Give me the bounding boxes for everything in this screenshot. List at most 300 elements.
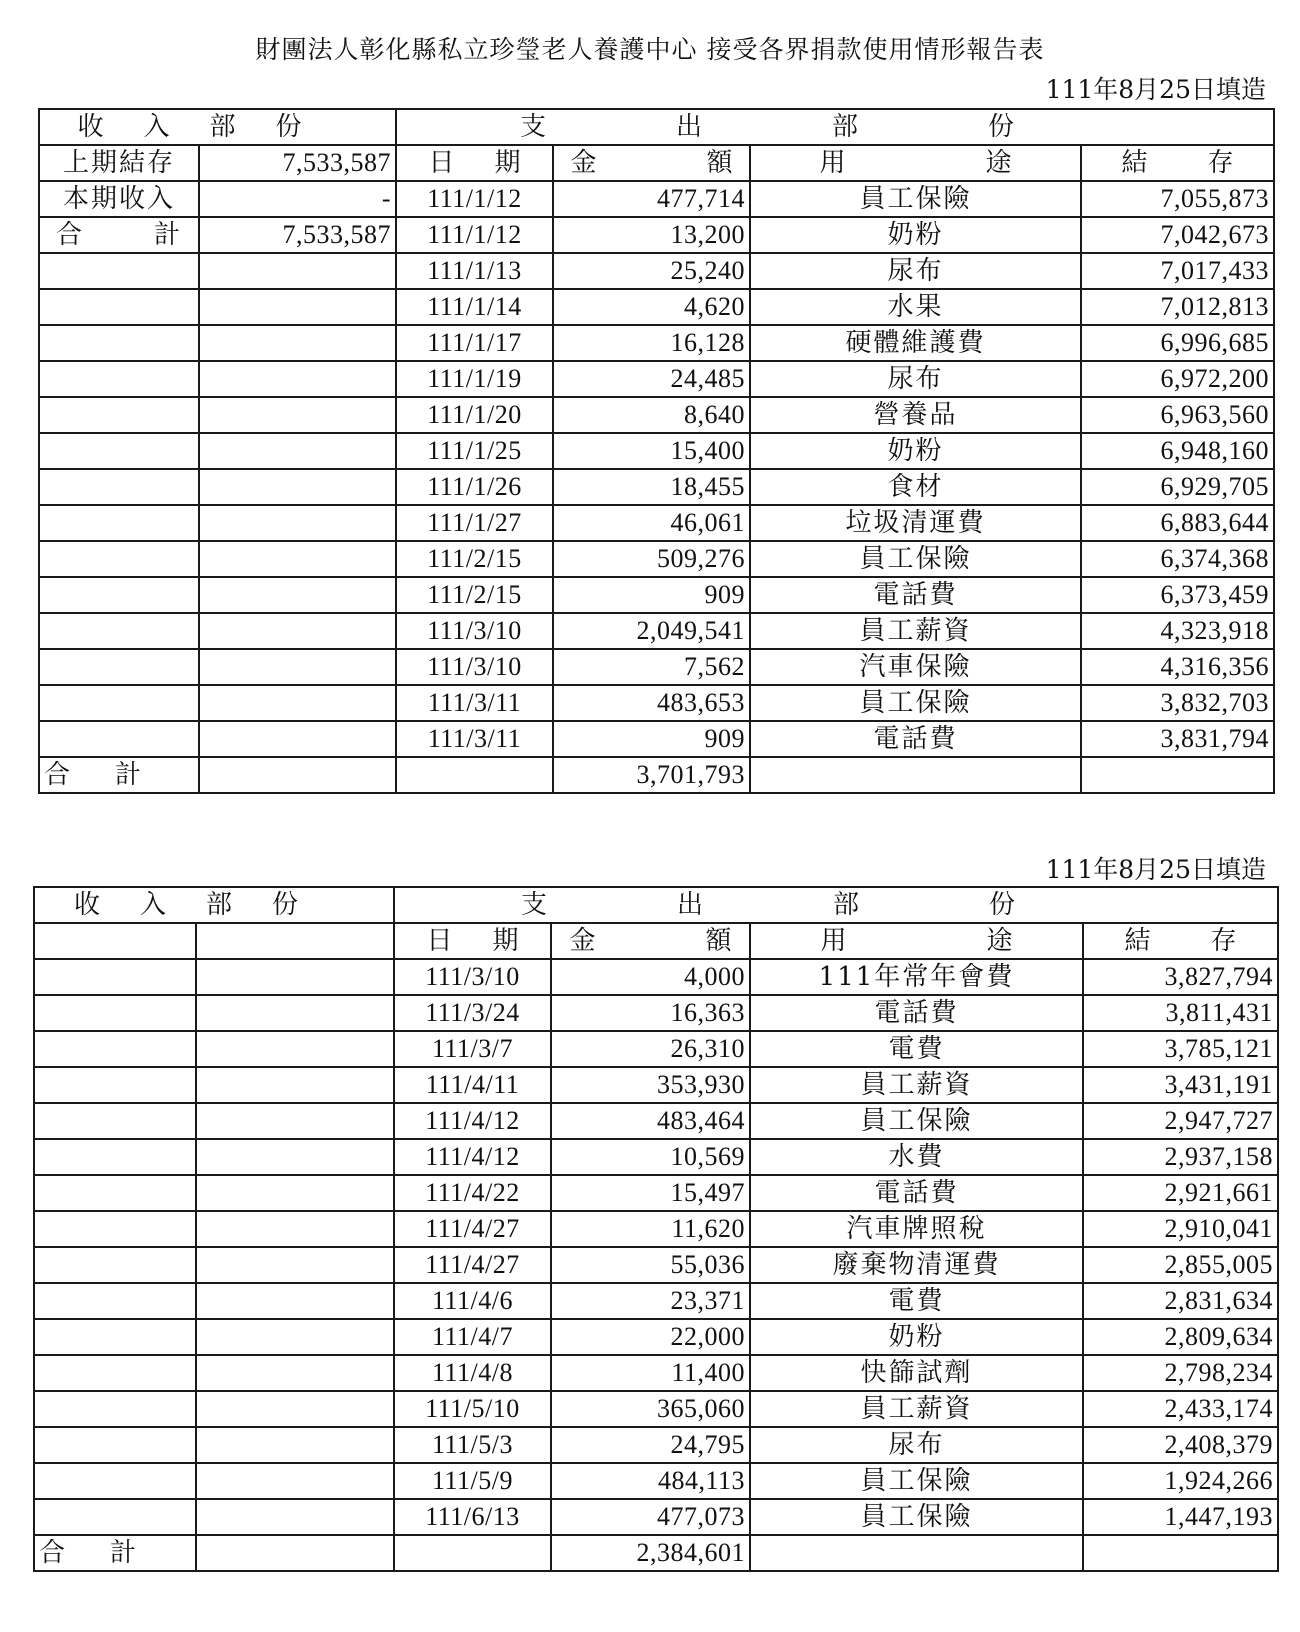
expense-date: 111/4/7	[394, 1319, 551, 1355]
expense-amount: 509,276	[553, 541, 750, 577]
expense-row	[39, 505, 1274, 541]
expense-row	[39, 397, 1274, 433]
expense-balance: 1,924,266	[1083, 1463, 1278, 1499]
expense-balance: 1,447,193	[1083, 1499, 1278, 1535]
empty-cell	[199, 757, 396, 793]
empty-cell	[394, 1535, 551, 1571]
income-value: 7,533,587	[199, 217, 396, 253]
expense-balance: 2,408,379	[1083, 1427, 1278, 1463]
amount-column-header	[553, 145, 750, 181]
expense-date: 111/1/14	[396, 289, 553, 325]
expense-amount: 11,620	[551, 1211, 750, 1247]
empty-income-value	[199, 397, 396, 433]
empty-income-value	[196, 1103, 394, 1139]
date-column-header-char: 日	[426, 926, 453, 956]
section-header-row	[39, 109, 1274, 145]
expense-amount: 4,620	[553, 289, 750, 325]
expense-date: 111/5/3	[394, 1427, 551, 1463]
expense-date: 111/3/10	[396, 613, 553, 649]
empty-income-label	[34, 923, 196, 959]
expense-balance: 7,012,813	[1081, 289, 1274, 325]
empty-income-label	[34, 1283, 196, 1319]
total-amount: 2,384,601	[551, 1535, 750, 1571]
empty-income-value	[196, 1463, 394, 1499]
balance-column-header-char: 存	[1207, 148, 1234, 178]
empty-cell	[196, 1535, 394, 1571]
expense-date: 111/1/20	[396, 397, 553, 433]
empty-income-label	[39, 289, 199, 325]
total-label-char: 計	[110, 1538, 137, 1568]
expense-date: 111/1/25	[396, 433, 553, 469]
expense-row	[39, 613, 1274, 649]
expense-row	[34, 1211, 1278, 1247]
expense-row	[34, 1103, 1278, 1139]
expense-row	[34, 1247, 1278, 1283]
expense-date: 111/3/24	[394, 995, 551, 1031]
total-label-char: 合	[39, 1538, 66, 1568]
expense-date: 111/3/11	[396, 721, 553, 757]
column-header-row	[34, 923, 1278, 959]
expense-amount: 483,653	[553, 685, 750, 721]
expense-amount: 484,113	[551, 1463, 750, 1499]
income-header-char: 份	[272, 890, 299, 920]
expense-date: 111/1/19	[396, 361, 553, 397]
expense-header-char: 部	[832, 112, 859, 142]
expense-date: 111/4/27	[394, 1211, 551, 1247]
empty-income-value	[196, 1499, 394, 1535]
expense-header-char: 部	[833, 890, 860, 920]
expense-purpose: 電話費	[750, 577, 1081, 613]
donation-usage-table-1	[38, 108, 1275, 794]
total-row	[39, 757, 1274, 793]
expense-purpose: 電話費	[750, 1175, 1083, 1211]
empty-cell	[396, 757, 553, 793]
empty-income-label	[34, 1139, 196, 1175]
expense-row	[39, 577, 1274, 613]
empty-income-value	[199, 721, 396, 757]
empty-income-label	[34, 995, 196, 1031]
empty-income-value	[196, 1247, 394, 1283]
expense-date: 111/3/7	[394, 1031, 551, 1067]
empty-income-label	[39, 505, 199, 541]
expense-balance: 3,811,431	[1083, 995, 1278, 1031]
balance-column-header-char: 結	[1121, 148, 1148, 178]
expense-date: 111/4/22	[394, 1175, 551, 1211]
expense-purpose: 員工薪資	[750, 613, 1081, 649]
expense-row	[34, 1283, 1278, 1319]
expense-amount: 18,455	[553, 469, 750, 505]
empty-income-value	[199, 289, 396, 325]
expense-row	[34, 1391, 1278, 1427]
expense-header-char: 份	[989, 890, 1016, 920]
empty-income-label	[39, 577, 199, 613]
income-header-char: 份	[275, 112, 302, 142]
income-label	[39, 217, 199, 253]
income-value: -	[199, 181, 396, 217]
expense-balance: 2,855,005	[1083, 1247, 1278, 1283]
expense-header-char: 出	[676, 890, 703, 920]
amount-column-header-char: 額	[706, 148, 733, 178]
empty-income-label	[34, 1103, 196, 1139]
expense-purpose: 電費	[750, 1031, 1083, 1067]
empty-income-value	[199, 685, 396, 721]
empty-income-label	[34, 1463, 196, 1499]
date-column-header-char: 期	[492, 926, 519, 956]
expense-balance: 6,963,560	[1081, 397, 1274, 433]
date-column-header-char: 日	[428, 148, 455, 178]
expense-row	[39, 217, 1274, 253]
expense-purpose: 員工保險	[750, 685, 1081, 721]
expense-balance: 3,785,121	[1083, 1031, 1278, 1067]
expense-amount: 909	[553, 721, 750, 757]
expense-amount: 26,310	[551, 1031, 750, 1067]
expense-balance: 2,809,634	[1083, 1319, 1278, 1355]
expense-balance: 2,831,634	[1083, 1283, 1278, 1319]
expense-header-char: 出	[675, 112, 702, 142]
empty-income-value	[196, 995, 394, 1031]
expense-amount: 23,371	[551, 1283, 750, 1319]
expense-purpose: 汽車保險	[750, 649, 1081, 685]
total-row	[34, 1535, 1278, 1571]
expense-row	[39, 685, 1274, 721]
purpose-column-header	[750, 923, 1083, 959]
empty-income-label	[39, 361, 199, 397]
empty-income-value	[196, 1067, 394, 1103]
income-section-header	[39, 109, 396, 145]
expense-balance: 3,831,794	[1081, 721, 1274, 757]
empty-cell	[750, 1535, 1083, 1571]
expense-row	[39, 289, 1274, 325]
amount-column-header-char: 金	[569, 926, 596, 956]
expense-date: 111/2/15	[396, 541, 553, 577]
expense-amount: 16,128	[553, 325, 750, 361]
expense-section-header	[396, 109, 1274, 145]
empty-income-label	[39, 541, 199, 577]
income-value: 7,533,587	[199, 145, 396, 181]
expense-amount: 2,049,541	[553, 613, 750, 649]
expense-balance: 2,433,174	[1083, 1391, 1278, 1427]
empty-income-value	[196, 1427, 394, 1463]
expense-row	[34, 1427, 1278, 1463]
expense-purpose: 營養品	[750, 397, 1081, 433]
income-header-char: 收	[77, 112, 104, 142]
expense-purpose: 汽車牌照稅	[750, 1211, 1083, 1247]
expense-balance: 3,827,794	[1083, 959, 1278, 995]
empty-income-label	[34, 1031, 196, 1067]
purpose-column-header	[750, 145, 1081, 181]
expense-balance: 4,323,918	[1081, 613, 1274, 649]
expense-purpose: 尿布	[750, 361, 1081, 397]
expense-date: 111/3/10	[396, 649, 553, 685]
expense-amount: 8,640	[553, 397, 750, 433]
expense-balance: 6,374,368	[1081, 541, 1274, 577]
empty-income-label	[34, 1391, 196, 1427]
expense-purpose: 員工保險	[750, 541, 1081, 577]
expense-balance: 6,929,705	[1081, 469, 1274, 505]
empty-income-label	[34, 1247, 196, 1283]
expense-date: 111/1/17	[396, 325, 553, 361]
empty-income-value	[199, 541, 396, 577]
expense-amount: 7,562	[553, 649, 750, 685]
expense-balance: 6,883,644	[1081, 505, 1274, 541]
total-label-char: 合	[44, 760, 71, 790]
income-header-char: 部	[209, 112, 236, 142]
expense-amount: 16,363	[551, 995, 750, 1031]
total-label-char: 計	[115, 760, 142, 790]
empty-income-label	[39, 397, 199, 433]
expense-date: 111/3/11	[396, 685, 553, 721]
balance-column-header-char: 存	[1210, 926, 1237, 956]
purpose-column-header-char: 用	[819, 148, 846, 178]
empty-income-label	[34, 1319, 196, 1355]
expense-row	[34, 1499, 1278, 1535]
empty-income-value	[199, 649, 396, 685]
empty-income-label	[39, 469, 199, 505]
purpose-column-header-char: 途	[986, 926, 1013, 956]
expense-date: 111/1/26	[396, 469, 553, 505]
expense-row	[39, 649, 1274, 685]
expense-row	[34, 1175, 1278, 1211]
expense-balance: 2,947,727	[1083, 1103, 1278, 1139]
empty-income-label	[39, 613, 199, 649]
expense-row	[39, 181, 1274, 217]
expense-purpose: 尿布	[750, 1427, 1083, 1463]
empty-income-value	[199, 433, 396, 469]
empty-income-value	[199, 505, 396, 541]
expense-date: 111/4/12	[394, 1139, 551, 1175]
expense-amount: 365,060	[551, 1391, 750, 1427]
expense-balance: 7,042,673	[1081, 217, 1274, 253]
expense-row	[39, 361, 1274, 397]
expense-balance: 2,910,041	[1083, 1211, 1278, 1247]
date-column-header-char: 期	[494, 148, 521, 178]
balance-column-header-char: 結	[1124, 926, 1151, 956]
expense-date: 111/4/12	[394, 1103, 551, 1139]
expense-balance: 3,431,191	[1083, 1067, 1278, 1103]
empty-income-label	[39, 433, 199, 469]
empty-income-label	[34, 1499, 196, 1535]
expense-row	[39, 433, 1274, 469]
expense-purpose: 硬體維護費	[750, 325, 1081, 361]
purpose-column-header-char: 用	[820, 926, 847, 956]
expense-date: 111/4/27	[394, 1247, 551, 1283]
empty-income-value	[199, 325, 396, 361]
expense-balance: 6,373,459	[1081, 577, 1274, 613]
income-header-char: 入	[139, 890, 166, 920]
total-amount: 3,701,793	[553, 757, 750, 793]
balance-column-header	[1083, 923, 1278, 959]
expense-row	[34, 1139, 1278, 1175]
expense-date: 111/6/13	[394, 1499, 551, 1535]
expense-balance: 2,921,661	[1083, 1175, 1278, 1211]
expense-purpose: 廢棄物清運費	[750, 1247, 1083, 1283]
expense-amount: 11,400	[551, 1355, 750, 1391]
expense-date: 111/2/15	[396, 577, 553, 613]
expense-amount: 909	[553, 577, 750, 613]
expense-amount: 55,036	[551, 1247, 750, 1283]
expense-date: 111/5/10	[394, 1391, 551, 1427]
expense-date: 111/1/12	[396, 217, 553, 253]
income-header-char: 收	[73, 890, 100, 920]
empty-income-value	[199, 253, 396, 289]
expense-purpose: 員工保險	[750, 1103, 1083, 1139]
empty-income-label	[34, 1355, 196, 1391]
expense-amount: 15,400	[553, 433, 750, 469]
empty-income-label	[34, 1067, 196, 1103]
empty-income-value	[196, 1283, 394, 1319]
expense-purpose: 員工保險	[750, 181, 1081, 217]
expense-row	[39, 253, 1274, 289]
expense-section-header	[394, 887, 1278, 923]
expense-amount: 13,200	[553, 217, 750, 253]
expense-purpose: 奶粉	[750, 433, 1081, 469]
fill-date-stamp: 111年8月25日填造	[1045, 75, 1266, 104]
expense-amount: 477,714	[553, 181, 750, 217]
empty-income-label	[39, 685, 199, 721]
expense-row	[39, 469, 1274, 505]
expense-row	[34, 1031, 1278, 1067]
expense-header-char: 份	[988, 112, 1015, 142]
expense-balance: 7,017,433	[1081, 253, 1274, 289]
expense-balance: 6,996,685	[1081, 325, 1274, 361]
expense-purpose: 奶粉	[750, 217, 1081, 253]
income-label: 本期收入	[39, 181, 199, 217]
expense-purpose: 員工薪資	[750, 1391, 1083, 1427]
expense-purpose: 水果	[750, 289, 1081, 325]
expense-header-char: 支	[519, 112, 546, 142]
expense-purpose: 電費	[750, 1283, 1083, 1319]
expense-row	[39, 541, 1274, 577]
expense-purpose: 尿布	[750, 253, 1081, 289]
expense-row	[39, 325, 1274, 361]
expense-purpose: 電話費	[750, 995, 1083, 1031]
income-label: 上期結存	[39, 145, 199, 181]
expense-date: 111/4/11	[394, 1067, 551, 1103]
total-label	[39, 757, 199, 793]
empty-income-label	[34, 1427, 196, 1463]
empty-income-value	[199, 469, 396, 505]
expense-row	[34, 1463, 1278, 1499]
total-label	[34, 1535, 196, 1571]
expense-balance: 2,937,158	[1083, 1139, 1278, 1175]
income-label-char: 計	[154, 220, 183, 250]
expense-amount: 25,240	[553, 253, 750, 289]
income-section-header	[34, 887, 394, 923]
empty-cell	[750, 757, 1081, 793]
expense-row	[34, 959, 1278, 995]
expense-date: 111/3/10	[394, 959, 551, 995]
expense-amount: 15,497	[551, 1175, 750, 1211]
expense-purpose: 員工薪資	[750, 1067, 1083, 1103]
empty-income-value	[196, 959, 394, 995]
expense-purpose: 食材	[750, 469, 1081, 505]
expense-amount: 24,795	[551, 1427, 750, 1463]
expense-amount: 353,930	[551, 1067, 750, 1103]
amount-column-header	[551, 923, 750, 959]
empty-income-value	[196, 1211, 394, 1247]
empty-income-value	[196, 1355, 394, 1391]
expense-row	[39, 721, 1274, 757]
expense-balance: 2,798,234	[1083, 1355, 1278, 1391]
expense-purpose: 員工保險	[750, 1463, 1083, 1499]
empty-income-value	[199, 613, 396, 649]
report-title: 財團法人彰化縣私立珍瑩老人養護中心 接受各界捐款使用情形報告表	[255, 35, 1045, 64]
expense-header-char: 支	[520, 890, 547, 920]
income-header-char: 入	[143, 112, 170, 142]
empty-income-label	[39, 721, 199, 757]
empty-cell	[1081, 757, 1274, 793]
income-label-char: 合	[55, 220, 84, 250]
empty-income-value	[199, 361, 396, 397]
expense-balance: 3,832,703	[1081, 685, 1274, 721]
amount-column-header-char: 額	[705, 926, 732, 956]
column-header-row	[39, 145, 1274, 181]
expense-date: 111/1/27	[396, 505, 553, 541]
fill-date-stamp: 111年8月25日填造	[1045, 855, 1266, 884]
expense-balance: 6,948,160	[1081, 433, 1274, 469]
expense-balance: 4,316,356	[1081, 649, 1274, 685]
date-column-header	[396, 145, 553, 181]
expense-purpose: 員工保險	[750, 1499, 1083, 1535]
expense-amount: 477,073	[551, 1499, 750, 1535]
expense-purpose: 奶粉	[750, 1319, 1083, 1355]
balance-column-header	[1081, 145, 1274, 181]
expense-balance: 7,055,873	[1081, 181, 1274, 217]
expense-row	[34, 1319, 1278, 1355]
donation-usage-table-2	[33, 886, 1279, 1572]
expense-purpose: 水費	[750, 1139, 1083, 1175]
empty-income-value	[196, 1391, 394, 1427]
empty-income-label	[34, 1175, 196, 1211]
expense-date: 111/4/6	[394, 1283, 551, 1319]
empty-income-label	[34, 959, 196, 995]
empty-income-value	[196, 1139, 394, 1175]
empty-income-value	[196, 1175, 394, 1211]
expense-purpose: 垃圾清運費	[750, 505, 1081, 541]
expense-date: 111/1/13	[396, 253, 553, 289]
expense-date: 111/4/8	[394, 1355, 551, 1391]
expense-amount: 10,569	[551, 1139, 750, 1175]
expense-amount: 483,464	[551, 1103, 750, 1139]
empty-income-label	[39, 649, 199, 685]
empty-income-value	[199, 577, 396, 613]
expense-amount: 4,000	[551, 959, 750, 995]
empty-income-label	[39, 253, 199, 289]
empty-cell	[1083, 1535, 1278, 1571]
section-header-row	[34, 887, 1278, 923]
empty-income-value	[196, 923, 394, 959]
expense-amount: 24,485	[553, 361, 750, 397]
expense-row	[34, 995, 1278, 1031]
amount-column-header-char: 金	[570, 148, 597, 178]
expense-date: 111/1/12	[396, 181, 553, 217]
expense-date: 111/5/9	[394, 1463, 551, 1499]
empty-income-label	[39, 325, 199, 361]
purpose-column-header-char: 途	[985, 148, 1012, 178]
empty-income-value	[196, 1031, 394, 1067]
income-header-char: 部	[206, 890, 233, 920]
expense-purpose: 快篩試劑	[750, 1355, 1083, 1391]
expense-balance: 6,972,200	[1081, 361, 1274, 397]
empty-income-label	[34, 1211, 196, 1247]
expense-row	[34, 1355, 1278, 1391]
expense-purpose: 電話費	[750, 721, 1081, 757]
expense-purpose: 111年常年會費	[750, 959, 1083, 995]
expense-row	[34, 1067, 1278, 1103]
expense-amount: 46,061	[553, 505, 750, 541]
expense-amount: 22,000	[551, 1319, 750, 1355]
date-column-header	[394, 923, 551, 959]
